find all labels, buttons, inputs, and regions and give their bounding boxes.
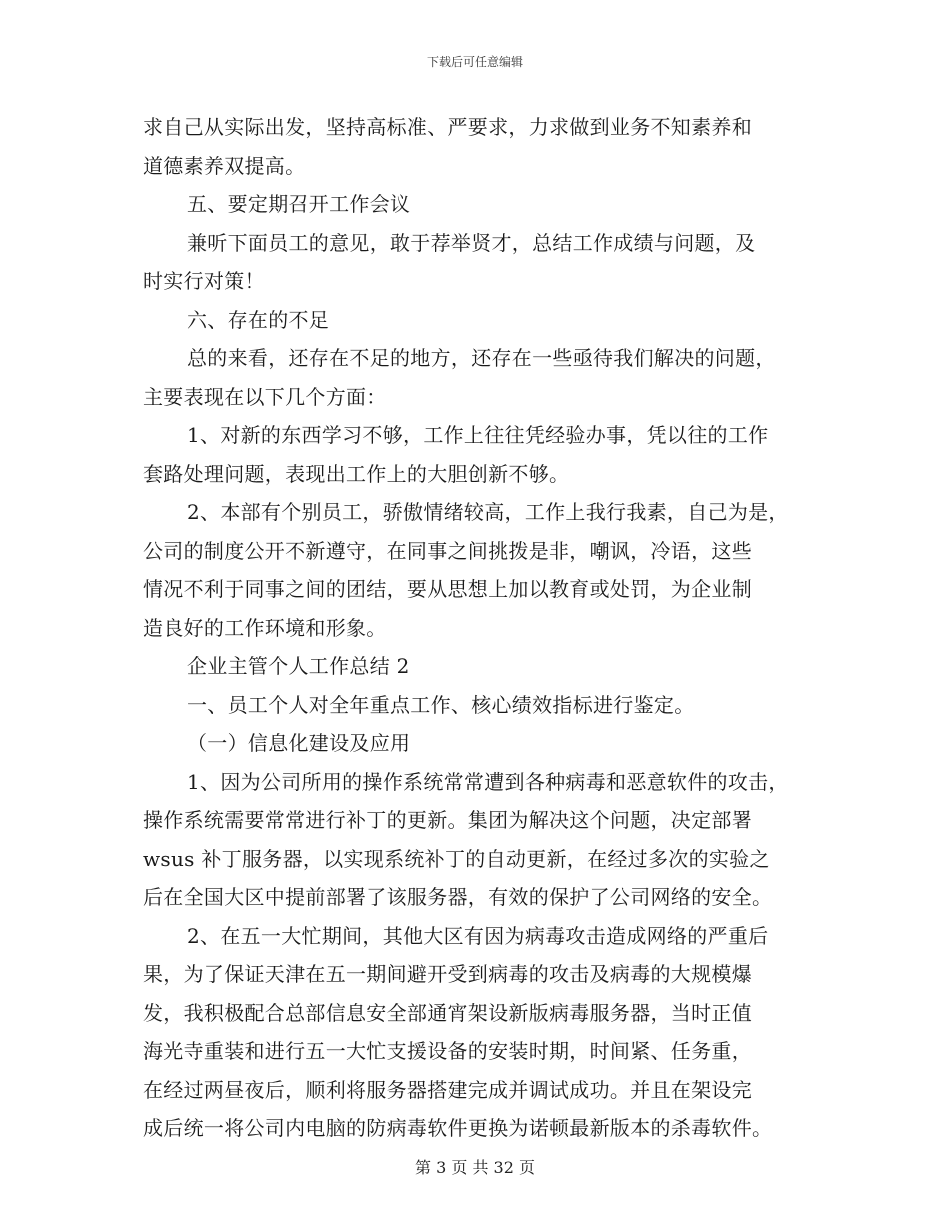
text-line: 求自己从实际出发，坚持高标准、严要求，力求做到业务不知素养和 <box>143 115 752 139</box>
text-line: 海光寺重装和进行五一大忙支援设备的安装时期，时间紧、任务重， <box>143 1039 752 1063</box>
text-line: 公司的制度公开不新遵守，在同事之间挑拨是非，嘲讽，冷语，这些 <box>143 538 752 563</box>
text-line: 2、在五一大忙期间，其他大区有因为病毒攻击造成网络的严重后 <box>187 923 769 948</box>
text-line: 情况不利于同事之间的团结，要从思想上加以教育或处罚，为企业制 <box>143 577 752 601</box>
text-line: 时实行对策！ <box>143 269 265 293</box>
text-line: 发，我积极配合总部信息安全部通宵架设新版病毒服务器，当时正值 <box>143 1000 752 1025</box>
text-line: 兼听下面员工的意见，敢于荐举贤才，总结工作成绩与问题，及 <box>187 230 756 255</box>
text-line: 总的来看，还存在不足的地方，还存在一些亟待我们解决的问题， <box>187 346 776 370</box>
document-body <box>143 108 843 1148</box>
text-line: 企业主管个人工作总结 2 <box>187 654 410 678</box>
text-line: 操作系统需要常常进行补丁的更新。集团为解决这个问题，决定部署 <box>143 808 752 832</box>
text-line: 造良好的工作环境和形象。 <box>143 615 387 640</box>
text-line: 果，为了保证天津在五一期间避开受到病毒的攻击及病毒的大规模爆 <box>143 962 752 986</box>
text-line: （一）信息化建设及应用 <box>187 731 411 755</box>
text-line: 后在全国大区中提前部署了该服务器，有效的保护了公司网络的安全。 <box>143 885 773 909</box>
page-header: 下载后可任意编辑 <box>426 55 523 69</box>
text-line: 在经过两昼夜后，顺利将服务器搭建完成并调试成功。并且在架设完 <box>143 1077 752 1102</box>
text-line: 主要表现在以下几个方面： <box>143 384 387 409</box>
page-footer: 第 3 页 共 32 页 <box>415 1158 535 1177</box>
text-line: 一、员工个人对全年重点工作、核心绩效指标进行鉴定。 <box>187 692 695 717</box>
text-line: 六、存在的不足 <box>187 307 330 332</box>
text-line: 道德素养双提高。 <box>143 153 306 178</box>
text-line: 1、因为公司所用的操作系统常常遭到各种病毒和恶意软件的攻击， <box>187 769 789 794</box>
text-line: 五、要定期召开工作会议 <box>187 192 411 216</box>
text-line: 成后统一将公司内电脑的防病毒软件更换为诺顿最新版本的杀毒软件。 <box>143 1116 773 1140</box>
text-line: 套路处理问题，表现出工作上的大胆创新不够。 <box>143 461 570 486</box>
text-line: wsus 补丁服务器，以实现系统补丁的自动更新，在经过多次的实验之 <box>143 846 770 871</box>
text-line: 1、对新的东西学习不够，工作上往往凭经验办事，凭以往的工作 <box>187 423 769 447</box>
text-line: 2、本部有个别员工，骄傲情绪较高，工作上我行我素，自己为是， <box>187 500 789 524</box>
